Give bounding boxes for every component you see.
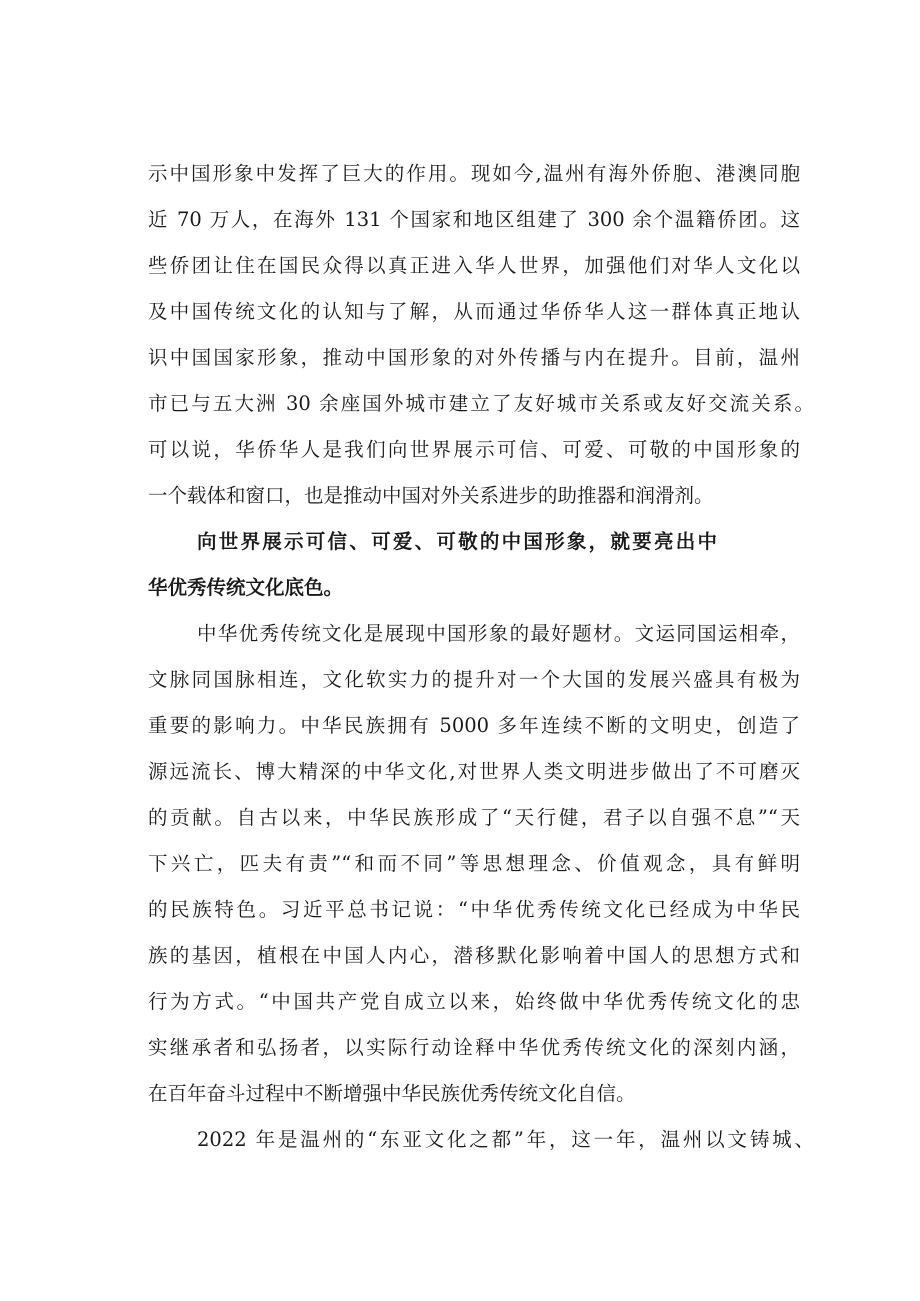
text-line: 2022 年是温州的“东亚文化之都”年，这一年，温州以文铸城、 xyxy=(197,1128,814,1151)
text-line: 及中国传统文化的认知与了解，从而通过华侨华人这一群体真正地认 xyxy=(148,300,800,323)
text-line: 些侨团让住在国民众得以真正进入华人世界，加强他们对华人文化以 xyxy=(148,254,800,277)
text-line: 市已与五大洲 30 余座国外城市建立了友好城市关系或友好交流关系。 xyxy=(148,392,814,415)
text-line: 中华优秀传统文化是展现中国形象的最好题材。文运同国运相牵， xyxy=(197,622,800,645)
text-line: 的民族特色。习近平总书记说：“中华优秀传统文化已经成为中华民 xyxy=(148,898,800,921)
text-line: 行为方式。“中国共产党自成立以来，始终做中华优秀传统文化的忠 xyxy=(148,990,800,1013)
text-line: 示中国形象中发挥了巨大的作用。现如今,温州有海外侨胞、港澳同胞 xyxy=(148,162,800,185)
text-line: 的贡献。自古以来，中华民族形成了“天行健，君子以自强不息”“天 xyxy=(148,806,800,829)
text-line: 一个载体和窗口，也是推动中国对外关系进步的助推器和润滑剂。 xyxy=(148,484,714,507)
text-line: 族的基因，植根在中国人内心，潜移默化影响着中国人的思想方式和 xyxy=(148,944,800,967)
text-line: 近 70 万人，在海外 131 个国家和地区组建了 300 余个温籍侨团。这 xyxy=(148,208,800,231)
heading-line: 华优秀传统文化底色。 xyxy=(148,576,344,599)
text-line: 文脉同国脉相连，文化软实力的提升对一个大国的发展兴盛具有极为 xyxy=(148,668,800,691)
text-line: 实继承者和弘扬者，以实际行动诠释中华优秀传统文化的深刻内涵， xyxy=(148,1036,800,1059)
text-line: 可以说，华侨华人是我们向世界展示可信、可爱、可敬的中国形象的 xyxy=(148,438,800,461)
heading-line: 向世界展示可信、可爱、可敬的中国形象，就要亮出中 xyxy=(197,530,717,553)
text-line: 在百年奋斗过程中不断增强中华民族优秀传统文化自信。 xyxy=(148,1082,636,1105)
text-line: 源远流长、博大精深的中华文化,对世界人类文明进步做出了不可磨灭 xyxy=(148,760,800,783)
text-line: 识中国国家形象，推动中国形象的对外传播与内在提升。目前，温州 xyxy=(148,346,800,369)
text-line: 下兴亡，匹夫有责”“和而不同”等思想理念、价值观念，具有鲜明 xyxy=(148,852,800,875)
text-line: 重要的影响力。中华民族拥有 5000 多年连续不断的文明史，创造了 xyxy=(148,714,800,737)
